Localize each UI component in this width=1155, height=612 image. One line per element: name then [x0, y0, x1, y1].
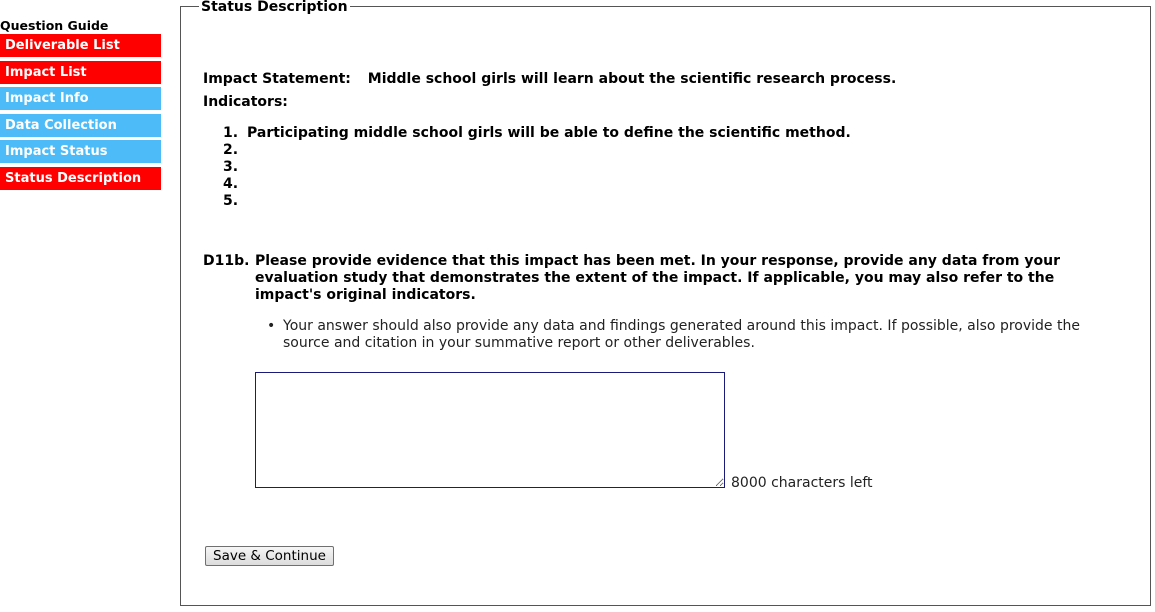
question-d11b	[203, 253, 1123, 304]
question-number: D11b.	[203, 253, 250, 269]
indicators-label: Indicators:	[203, 94, 288, 110]
sidebar-item-status-description[interactable]: Status Description	[0, 167, 161, 190]
sidebar-item-deliverable-list[interactable]: Deliverable List	[0, 34, 161, 57]
sidebar-item-impact-status[interactable]: Impact Status	[0, 140, 161, 163]
save-continue-button[interactable]: Save & Continue	[205, 546, 334, 566]
answer-guidance-note	[267, 318, 1113, 352]
question-guide-sidebar	[0, 18, 166, 193]
status-description-fieldset	[180, 0, 1151, 606]
bullet-icon: •	[267, 318, 276, 334]
indicator-number: 1.	[223, 125, 239, 141]
indicator-number: 3.	[223, 159, 239, 175]
indicator-row	[223, 159, 851, 176]
indicator-list	[223, 125, 851, 210]
indicator-number: 5.	[223, 193, 239, 209]
sidebar-item-data-collection[interactable]: Data Collection	[0, 114, 161, 137]
question-text: Please provide evidence that this impact has been met. In your response, provide any data from your evaluation study that demonstrates the extent of the impact. If applicable, you may also refer to the impact's original indicators.	[255, 253, 1060, 303]
answer-textarea[interactable]	[255, 372, 725, 488]
indicator-number: 4.	[223, 176, 239, 192]
characters-left-counter: 8000 characters left	[731, 475, 873, 491]
indicator-text: Participating middle school girls will be able to define the scientific method.	[247, 125, 851, 141]
indicator-row	[223, 142, 851, 159]
impact-statement	[203, 71, 896, 87]
sidebar-item-impact-list[interactable]: Impact List	[0, 61, 161, 84]
indicator-number: 2.	[223, 142, 239, 158]
indicator-row	[223, 125, 851, 142]
impact-statement-label: Impact Statement:	[203, 71, 351, 87]
fieldset-legend: Status Description	[201, 0, 348, 15]
impact-statement-text: Middle school girls will learn about the scientific research process.	[367, 71, 897, 87]
indicator-row	[223, 193, 851, 210]
question-guide-title: Question Guide	[0, 18, 109, 33]
indicator-row	[223, 176, 851, 193]
answer-guidance-text: Your answer should also provide any data and findings generated around this impact. If possible, also provide the source and citation in your summative report or other deliverables.	[283, 318, 1080, 351]
sidebar-item-impact-info[interactable]: Impact Info	[0, 87, 161, 110]
